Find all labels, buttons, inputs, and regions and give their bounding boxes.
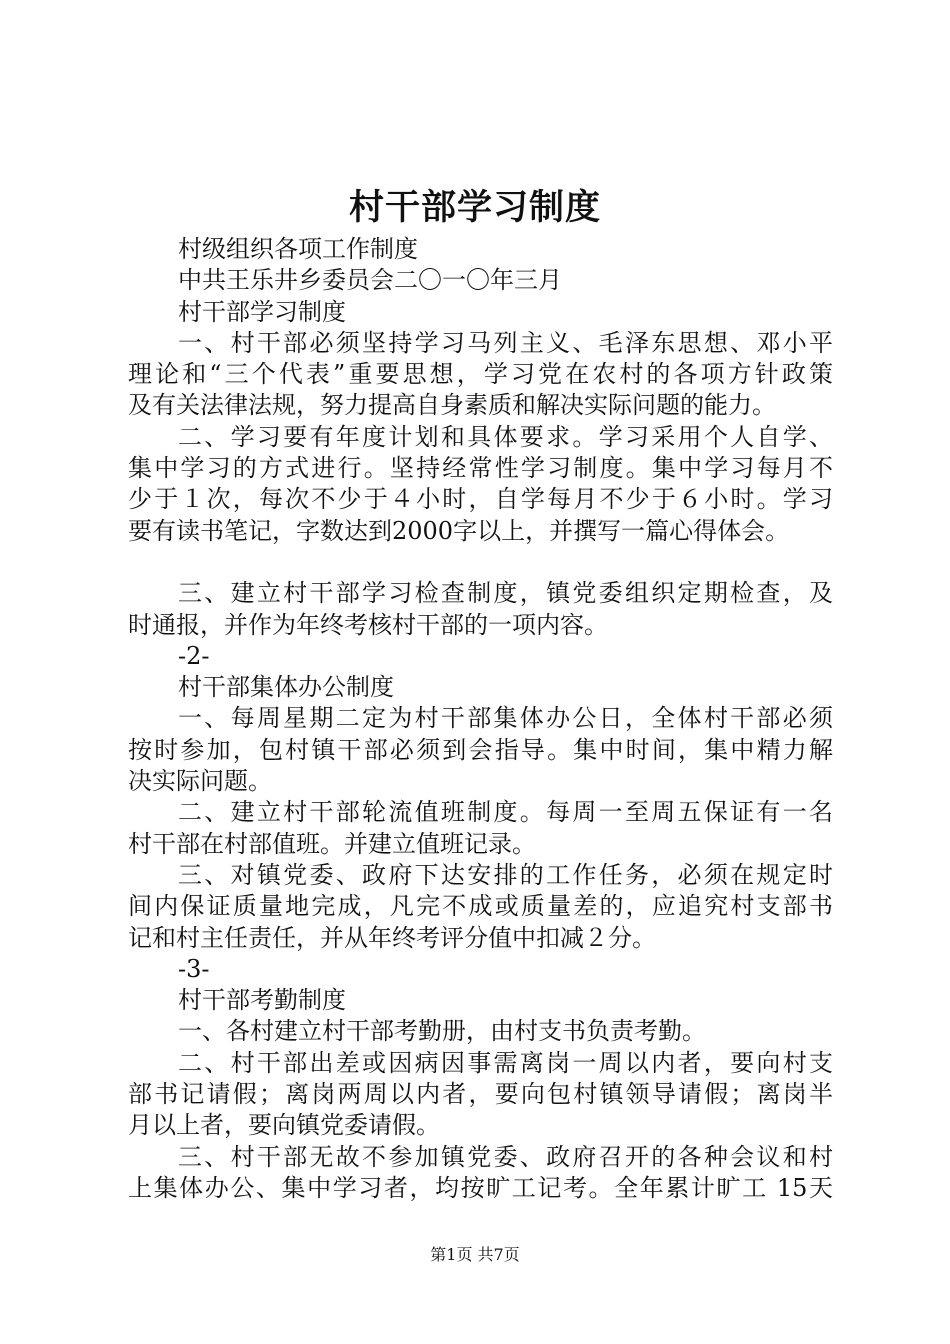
paragraph-line: 决实际问题。 (128, 767, 272, 796)
blank-line (128, 547, 833, 578)
paragraph-line: 及有关法律法规，努力提高自身素质和解决实际问题的能力。 (128, 391, 776, 420)
paragraph-line: 二、建立村干部轮流值班制度。每周一至周五保证有一名 (178, 798, 833, 827)
paragraph-line: 按时参加，包村镇干部必须到会指导。集中时间，集中精力解 (128, 735, 833, 764)
paragraph-line: 记和村主任责任，并从年终考评分值中扣减２分。 (128, 923, 656, 952)
paragraph-line: 部书记请假；离岗两周以内者，要向包村镇领导请假；离岗半 (128, 1080, 833, 1109)
paragraph-line: 二、村干部出差或因病因事需离岗一周以内者，要向村支 (178, 1048, 833, 1077)
document-body (128, 234, 833, 1204)
page-footer: 第1页 共7页 (430, 1245, 520, 1264)
paragraph-line: 集中学习的方式进行。坚持经常性学习制度。集中学习每月不 (128, 454, 833, 483)
paragraph-line: 时通报，并作为年终考核村干部的一项内容。 (128, 610, 608, 639)
paragraph-line: 月以上者，要向镇党委请假。 (128, 1111, 440, 1140)
paragraph-line: 上集体办公、集中学习者，均按旷工记考。全年累计旷工 15天 (128, 1173, 833, 1202)
paragraph-line: 理论和“三个代表”重要思想，学习党在农村的各项方针政策 (128, 360, 833, 389)
paragraph-line: 三、对镇党委、政府下达安排的工作任务，必须在规定时 (178, 860, 833, 889)
paragraph-line: 要有读书笔记，字数达到2000字以上，并撰写一篇心得体会。 (128, 516, 790, 545)
paragraph-line: 一、村干部必须坚持学习马列主义、毛泽东思想、邓小平 (178, 328, 833, 357)
text-line-section-heading: 村级组织各项工作制度 (178, 235, 418, 263)
page-marker: -2- (178, 641, 210, 670)
text-line-subheading-attendance: 村干部考勤制度 (178, 986, 346, 1015)
paragraph-line: 一、各村建立村干部考勤册，由村支书负责考勤。 (178, 1017, 706, 1046)
paragraph-line: 村干部在村部值班。并建立值班记录。 (128, 829, 536, 858)
paragraph-line: 少于１次，每次不少于４小时，自学每月不少于６小时。学习 (128, 485, 833, 514)
text-line-subheading-office: 村干部集体办公制度 (178, 673, 394, 702)
document-title: 村干部学习制度 (348, 187, 601, 228)
text-line-subheading-study: 村干部学习制度 (178, 297, 346, 326)
paragraph-line: 一、每周星期二定为村干部集体办公日，全体村干部必须 (178, 704, 833, 733)
paragraph-line: 间内保证质量地完成，凡完不成或质量差的，应追究村支部书 (128, 892, 833, 921)
page-marker: -3- (178, 954, 210, 983)
paragraph-line: 三、村干部无故不参加镇党委、政府召开的各种会议和村 (178, 1142, 833, 1171)
paragraph-line: 三、建立村干部学习检查制度，镇党委组织定期检查，及 (178, 579, 833, 608)
text-line-issuer-date: 中共王乐井乡委员会二〇一〇年三月 (178, 266, 562, 295)
paragraph-line: 二、学习要有年度计划和具体要求。学习采用个人自学、 (178, 422, 833, 451)
